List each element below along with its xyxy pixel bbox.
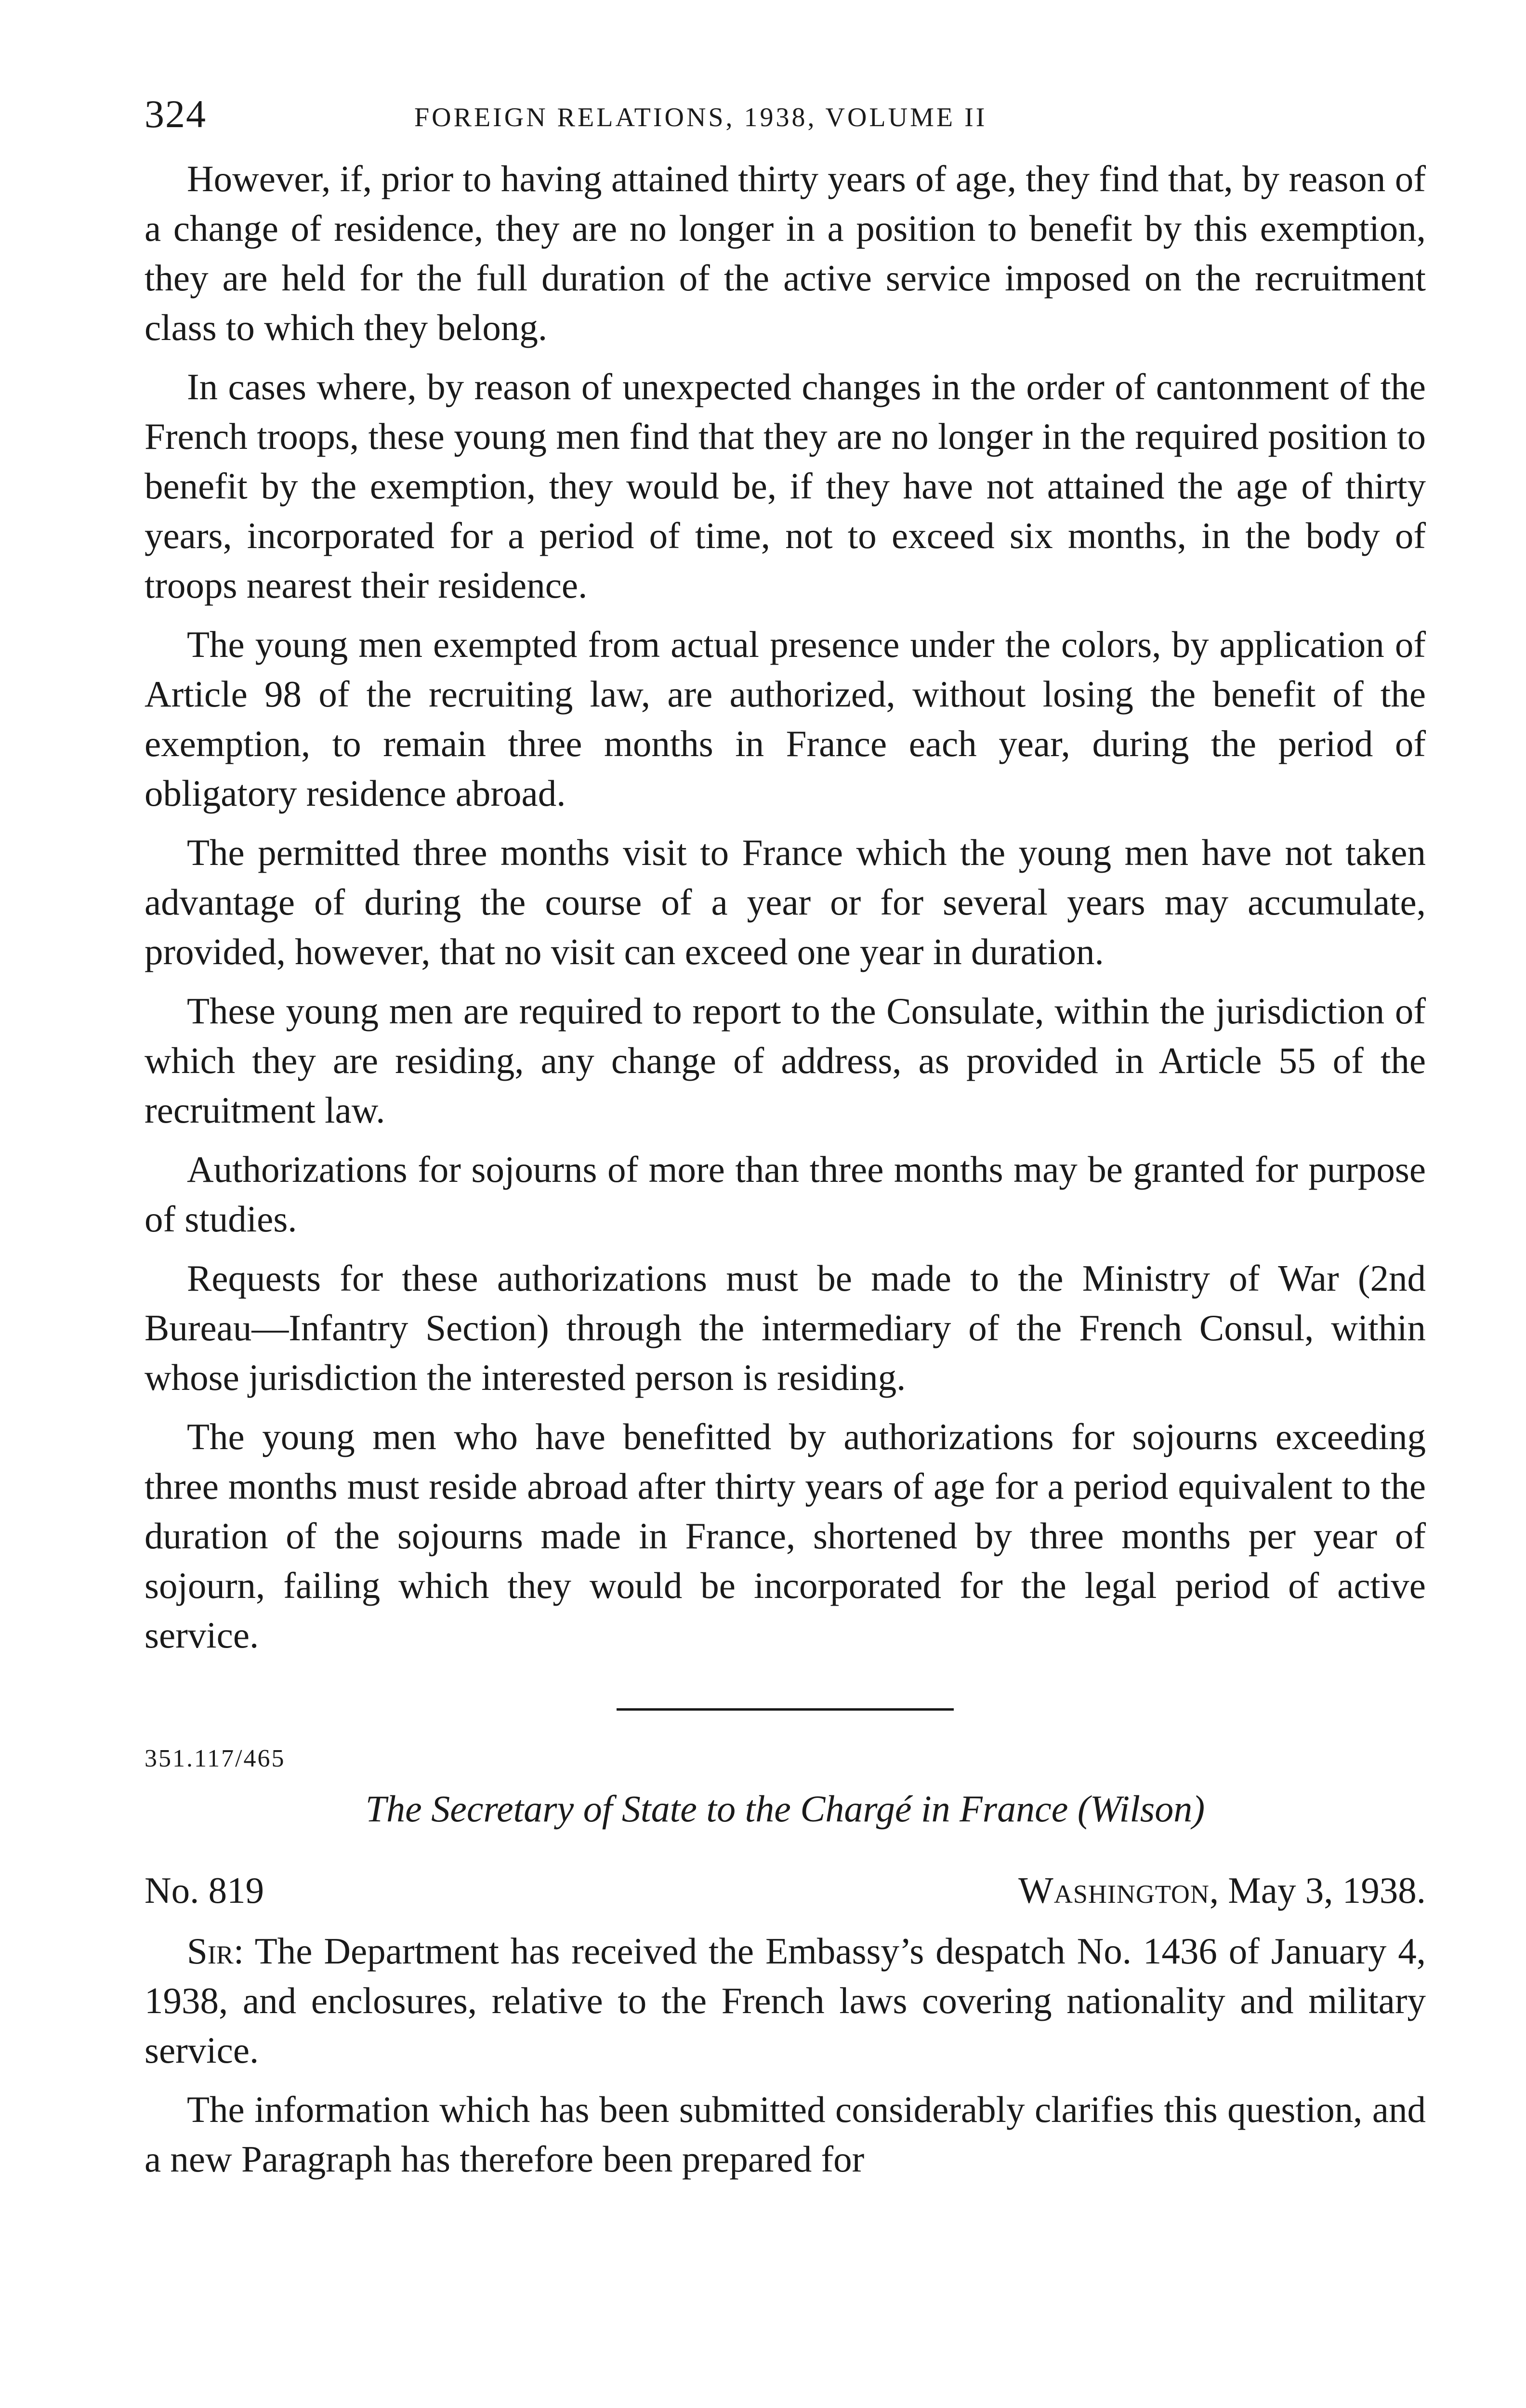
paragraph: However, if, prior to having attained thirty years of age, they find that, by reason of a change of residence, they are no longer in a position to benefit by this exemption, they are held for the full duration of the active service imposed on the recruitment class to which they belong. [145, 158, 1426, 348]
running-head [145, 92, 1426, 154]
paragraph: Requests for these authorizations must be made to the Ministry of War (2nd Bureau—Infantry Section) through the intermediary of the French Consul, within whose jurisdiction the interested person is residing. [145, 1257, 1426, 1398]
place: Washington [1018, 1870, 1210, 1911]
paragraph: In cases where, by reason of unexpected changes in the order of cantonment of the French troops, these young men find that they are no longer in the required position to benefit by the exemption, they would be, if they have not attained the age of thirty years, incorporated for a period of time, not to exceed six months, in the body of troops nearest their residence. [145, 366, 1426, 606]
letter-paragraph [145, 1926, 1426, 2075]
paragraph: These young men are required to report to the Consulate, within the jurisdiction of which they are residing, any change of address, as provided in Article 55 of the recruitment law. [145, 990, 1426, 1131]
letter-body [145, 1926, 1426, 2184]
paragraph: The permitted three months visit to France which the young men have not taken advantage of during the course of a year or for several years may accumulate, provided, however, that no visit can exceed one year in duration. [145, 832, 1426, 972]
file-number: 351.117/465 [145, 1745, 286, 1772]
letter-paragraph: The information which has been submitted considerably clarifies this question, and a new Paragraph has therefore been prepared for [145, 2089, 1426, 2180]
paragraph: Authorizations for sojourns of more than three months may be granted for purpose of studies. [145, 1149, 1426, 1240]
document-page [145, 92, 1426, 2194]
running-title: FOREIGN RELATIONS, 1938, VOLUME II [414, 103, 987, 132]
section-divider [617, 1708, 954, 1711]
paragraph: The young men exempted from actual presence under the colors, by application of Article 98 of the recruiting law, are authorized, without losing the benefit of the exemption, to remain three months in France each year, during the period of obligatory residence abroad. [145, 624, 1426, 814]
date: , May 3, 1938. [1209, 1870, 1426, 1911]
page-number: 324 [145, 92, 207, 136]
dateline [145, 1869, 1426, 1912]
paragraph: The young men who have benefitted by authorizations for sojourns exceeding three months must reside abroad after thirty years of age for a period equivalent to the duration of the sojourns made in France, shortened by three months per year of sojourn, failing which they would be incorporated for the legal period of active service. [145, 1416, 1426, 1656]
letter-text: : The Department has received the Embassy’s despatch No. 1436 of January 4, 1938, and enclosures, relative to the French laws covering nationality and military service. [145, 1930, 1426, 2071]
document-number: No. 819 [145, 1870, 264, 1911]
salutation: Sir [187, 1930, 234, 1972]
place-date [1018, 1869, 1426, 1912]
body-text [145, 154, 1426, 1660]
document-title: The Secretary of State to the Chargé in France (Wilson) [365, 1788, 1205, 1830]
